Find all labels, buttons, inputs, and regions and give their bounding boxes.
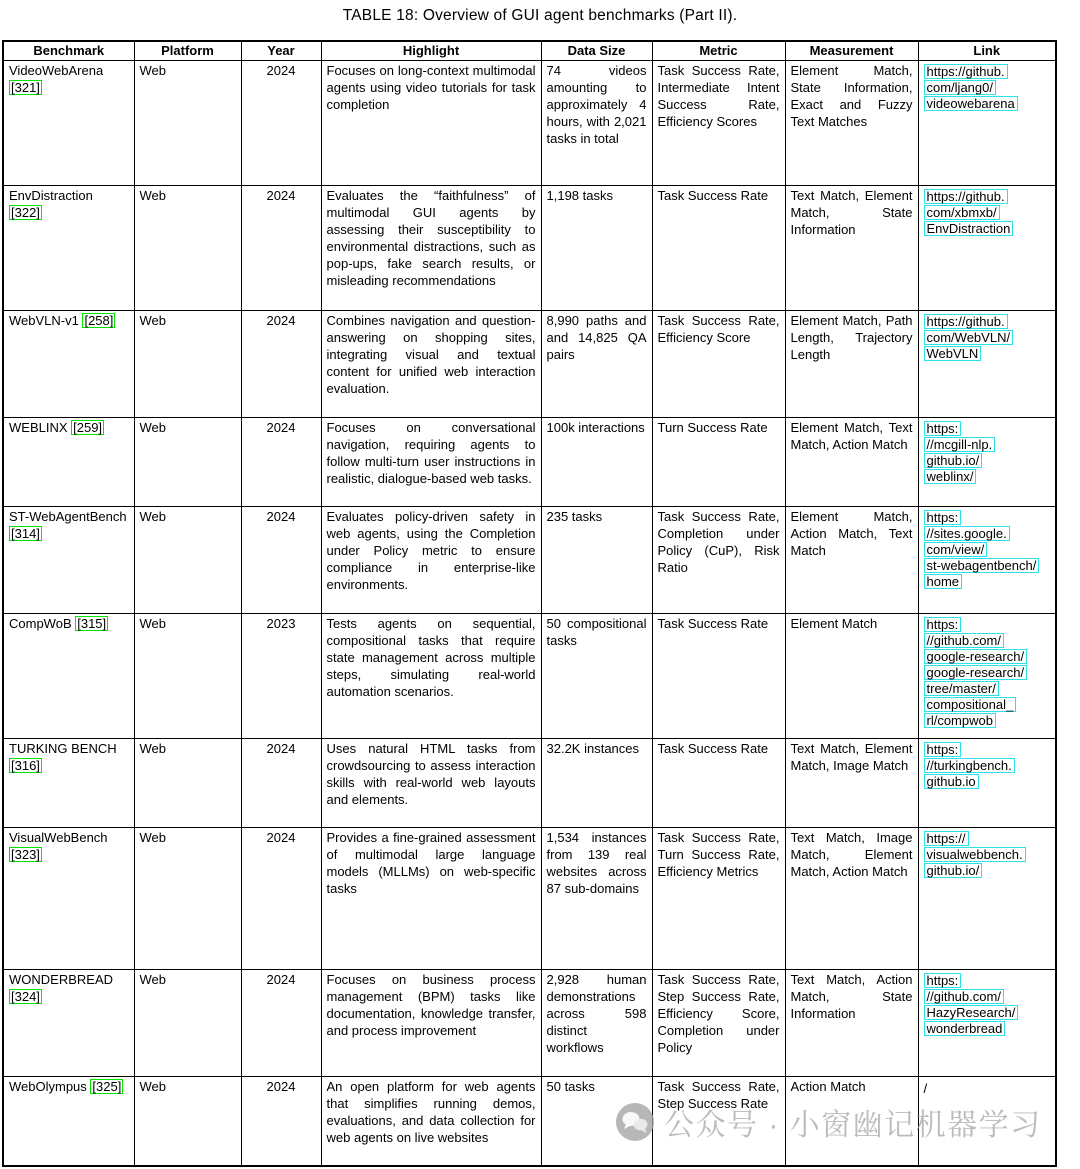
platform-cell: Web	[134, 739, 241, 828]
table-row	[3, 739, 1056, 828]
benchmark-cell: TURKING BENCH [316]	[3, 739, 134, 828]
data-size-cell: 8,990 paths and and 14,825 QA pairs	[541, 311, 652, 418]
citation-link[interactable]: [314]	[11, 526, 40, 541]
platform-cell: Web	[134, 970, 241, 1077]
benchmark-cell: EnvDistraction [322]	[3, 186, 134, 311]
measurement-cell: Element Match, Text Match, Action Match	[785, 418, 918, 507]
platform-cell: Web	[134, 61, 241, 186]
highlight-cell: Evaluates the “faithfulness” of multimodal GUI agents by assessing their susceptibility to environmental distractions, such as pop-ups, fake search results, or misleading recommendations	[321, 186, 541, 311]
highlight-cell: Evaluates policy-driven safety in web agents, using the Completion under Policy metric to ensure compliance in enterprise-like environments.	[321, 507, 541, 614]
url-link-line[interactable]: //mcgill-nlp.	[924, 437, 996, 452]
year-cell: 2023	[241, 614, 321, 739]
benchmark-cell: VisualWebBench [323]	[3, 828, 134, 970]
year-cell: 2024	[241, 739, 321, 828]
metric-cell: Turn Success Rate	[652, 418, 785, 507]
column-header-platform: Platform	[134, 41, 241, 61]
metric-cell: Task Success Rate	[652, 186, 785, 311]
citation-link[interactable]: [325]	[92, 1079, 122, 1094]
link-cell: /	[918, 1077, 1056, 1166]
table-row	[3, 61, 1056, 186]
benchmarks-table	[2, 40, 1057, 1167]
metric-cell: Task Success Rate, Step Success Rate, Efficiency Score, Completion under Policy	[652, 970, 785, 1077]
url-link-line[interactable]: compositional_	[924, 697, 1017, 712]
link-cell	[918, 614, 1056, 739]
url-link-line[interactable]: WebVLN	[924, 346, 982, 361]
url-link-line[interactable]: google-research/	[924, 665, 1028, 680]
url-link-line[interactable]: HazyResearch/	[924, 1005, 1019, 1020]
url-link-line[interactable]: wonderbread	[924, 1021, 1006, 1036]
benchmark-cell: CompWoB [315]	[3, 614, 134, 739]
measurement-cell: Element Match, Path Length, Trajectory Length	[785, 311, 918, 418]
measurement-cell: Text Match, Element Match, Image Match	[785, 739, 918, 828]
citation-link[interactable]: [322]	[11, 205, 40, 220]
url-link-line[interactable]: EnvDistraction	[924, 221, 1014, 236]
year-cell: 2024	[241, 507, 321, 614]
data-size-cell: 50 tasks	[541, 1077, 652, 1166]
column-header-benchmark: Benchmark	[3, 41, 134, 61]
citation-link[interactable]: [259]	[73, 420, 103, 435]
column-header-link: Link	[918, 41, 1056, 61]
url-link-line[interactable]: https:	[924, 617, 962, 632]
citation-link[interactable]: [323]	[11, 847, 40, 862]
url-link-line[interactable]: https:	[924, 421, 962, 436]
data-size-cell: 1,534 instances from 139 real websites across 87 sub-domains	[541, 828, 652, 970]
platform-cell: Web	[134, 186, 241, 311]
url-link-line[interactable]: com/ljang0/	[924, 80, 996, 95]
citation-link[interactable]: [258]	[84, 313, 114, 328]
benchmark-cell: WEBLINX [259]	[3, 418, 134, 507]
link-cell	[918, 311, 1056, 418]
url-link-line[interactable]: github.io/	[924, 453, 983, 468]
data-size-cell: 100k interactions	[541, 418, 652, 507]
benchmark-cell: WebOlympus [325]	[3, 1077, 134, 1166]
table-caption: TABLE 18: Overview of GUI agent benchmarks (Part II).	[342, 7, 738, 24]
highlight-cell: Provides a fine-grained assessment of multimodal large language models (MLLMs) on web-specific tasks	[321, 828, 541, 970]
url-link-line[interactable]: github.io	[924, 774, 979, 789]
year-cell: 2024	[241, 61, 321, 186]
url-link-line[interactable]: https://github.	[924, 314, 1008, 329]
column-header-measurement: Measurement	[785, 41, 918, 61]
highlight-cell: Tests agents on sequential, compositional tasks that require state management across multiple steps, simulating real-world automation scenarios.	[321, 614, 541, 739]
platform-cell: Web	[134, 311, 241, 418]
year-cell: 2024	[241, 828, 321, 970]
measurement-cell: Text Match, Element Match, State Information	[785, 186, 918, 311]
url-link-line[interactable]: google-research/	[924, 649, 1028, 664]
data-size-cell: 2,928 human demonstrations across 598 distinct workflows	[541, 970, 652, 1077]
benchmark-cell: WONDERBREAD [324]	[3, 970, 134, 1077]
highlight-cell: Uses natural HTML tasks from crowdsourcing to assess interaction skills with real-world web layouts and elements.	[321, 739, 541, 828]
highlight-cell: Focuses on long-context multimodal agents using video tutorials for task completion	[321, 61, 541, 186]
url-link-line[interactable]: st-webagentbench/	[924, 558, 1040, 573]
header-row	[3, 41, 1056, 61]
highlight-cell: Combines navigation and question-answering on shopping sites, integrating visual and textual content for unified web interaction evaluation.	[321, 311, 541, 418]
url-link-line[interactable]: https://	[924, 831, 969, 846]
url-link-line[interactable]: https:	[924, 742, 962, 757]
table-row	[3, 970, 1056, 1077]
year-cell: 2024	[241, 970, 321, 1077]
link-cell	[918, 739, 1056, 828]
metric-cell: Task Success Rate	[652, 614, 785, 739]
platform-cell: Web	[134, 828, 241, 970]
year-cell: 2024	[241, 186, 321, 311]
table-row	[3, 186, 1056, 311]
measurement-cell: Element Match	[785, 614, 918, 739]
metric-cell: Task Success Rate	[652, 739, 785, 828]
citation-link[interactable]: [324]	[11, 989, 40, 1004]
data-size-cell: 32.2K instances	[541, 739, 652, 828]
url-link-line[interactable]: com/xbmxb/	[924, 205, 1000, 220]
measurement-cell: Action Match	[785, 1077, 918, 1166]
url-link-line[interactable]: https://github.	[924, 189, 1008, 204]
link-cell	[918, 970, 1056, 1077]
metric-cell: Task Success Rate, Turn Success Rate, Efficiency Metrics	[652, 828, 785, 970]
link-cell	[918, 61, 1056, 186]
platform-cell: Web	[134, 507, 241, 614]
citation-link[interactable]: [316]	[11, 758, 40, 773]
url-link-line[interactable]: videowebarena	[924, 96, 1018, 111]
year-cell: 2024	[241, 311, 321, 418]
url-link-line[interactable]: weblinx/	[924, 469, 977, 484]
column-header-metric: Metric	[652, 41, 785, 61]
measurement-cell: Text Match, Action Match, State Information	[785, 970, 918, 1077]
url-link-line[interactable]: https://github.	[924, 64, 1008, 79]
benchmark-cell: WebVLN-v1 [258]	[3, 311, 134, 418]
measurement-cell: Text Match, Image Match, Element Match, Action Match	[785, 828, 918, 970]
citation-link[interactable]: [321]	[11, 80, 40, 95]
data-size-cell: 235 tasks	[541, 507, 652, 614]
url-link-line[interactable]: rl/compwob	[924, 713, 996, 728]
table-row	[3, 614, 1056, 739]
metric-cell: Task Success Rate, Step Success Rate	[652, 1077, 785, 1166]
column-header-data-size: Data Size	[541, 41, 652, 61]
measurement-cell: Element Match, State Information, Exact and Fuzzy Text Matches	[785, 61, 918, 186]
citation-link[interactable]: [315]	[77, 616, 107, 631]
url-link-line[interactable]: https:	[924, 973, 962, 988]
url-link-line[interactable]: //github.com/	[924, 633, 1004, 648]
platform-cell: Web	[134, 418, 241, 507]
highlight-cell: An open platform for web agents that simplifies running demos, evaluations, and data collection for web agents on live websites	[321, 1077, 541, 1166]
benchmark-cell: VideoWebArena [321]	[3, 61, 134, 186]
url-link-line[interactable]: //github.com/	[924, 989, 1004, 1004]
highlight-cell: Focuses on business process management (BPM) tasks like documentation, knowledge transfer, and process improvement	[321, 970, 541, 1077]
year-cell: 2024	[241, 1077, 321, 1166]
watermark-text: 公众号 · 小窗幽记机器学习	[664, 1109, 1042, 1142]
data-size-cell: 1,198 tasks	[541, 186, 652, 311]
url-link-line[interactable]: //turkingbench.	[924, 758, 1015, 773]
measurement-cell: Element Match, Action Match, Text Match	[785, 507, 918, 614]
link-cell	[918, 186, 1056, 311]
link-cell	[918, 828, 1056, 970]
url-link-line[interactable]: tree/master/	[924, 681, 999, 696]
highlight-cell: Focuses on conversational navigation, requiring agents to follow multi-turn user instructions in realistic, dialogue-based web tasks.	[321, 418, 541, 507]
link-cell	[918, 507, 1056, 614]
url-link-line[interactable]: home	[924, 574, 963, 589]
url-link-line[interactable]: //sites.google.	[924, 526, 1010, 541]
url-link-line[interactable]: https:	[924, 510, 962, 525]
url-link-line[interactable]: com/WebVLN/	[924, 330, 1014, 345]
table-row	[3, 1077, 1056, 1166]
table-row	[3, 828, 1056, 970]
table-row	[3, 507, 1056, 614]
url-link-line[interactable]: com/view/	[924, 542, 988, 557]
url-link-line[interactable]: github.io/	[924, 863, 983, 878]
column-header-highlight: Highlight	[321, 41, 541, 61]
data-size-cell: 50 compositional tasks	[541, 614, 652, 739]
metric-cell: Task Success Rate, Efficiency Score	[652, 311, 785, 418]
benchmark-cell: ST-WebAgentBench [314]	[3, 507, 134, 614]
table-row	[3, 418, 1056, 507]
data-size-cell: 74 videos amounting to approximately 4 hours, with 2,021 tasks in total	[541, 61, 652, 186]
url-link-line[interactable]: visualwebbench.	[924, 847, 1026, 862]
table-row	[3, 311, 1056, 418]
link-cell	[918, 418, 1056, 507]
platform-cell: Web	[134, 614, 241, 739]
metric-cell: Task Success Rate, Completion under Policy (CuP), Risk Ratio	[652, 507, 785, 614]
platform-cell: Web	[134, 1077, 241, 1166]
column-header-year: Year	[241, 41, 321, 61]
metric-cell: Task Success Rate, Intermediate Intent Success Rate, Efficiency Scores	[652, 61, 785, 186]
year-cell: 2024	[241, 418, 321, 507]
